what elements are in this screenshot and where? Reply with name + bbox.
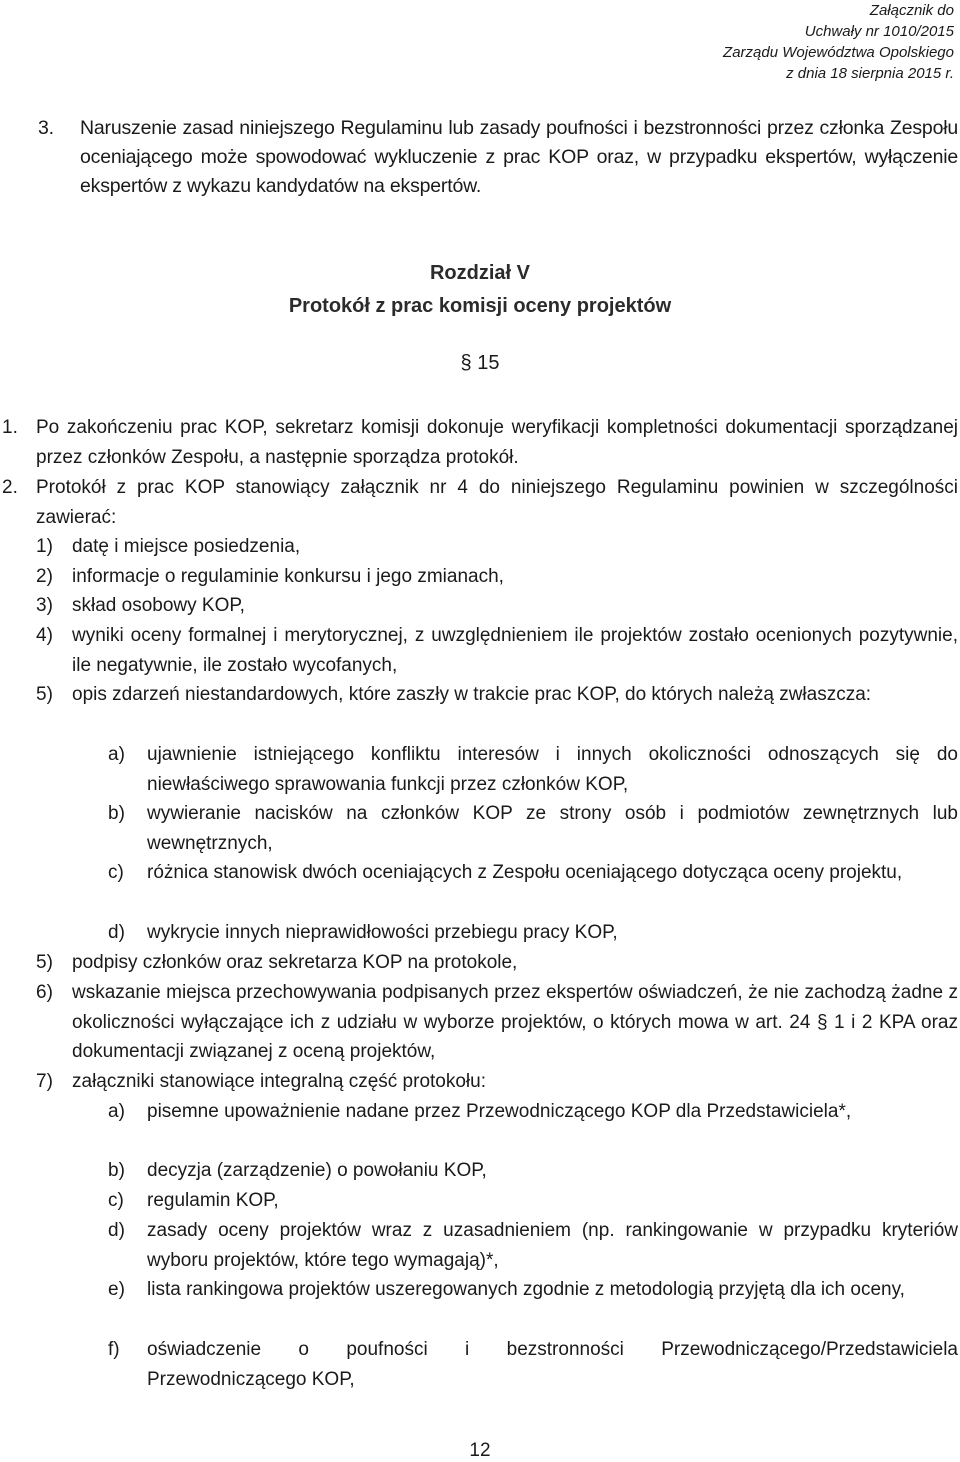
item-number: f): [108, 1339, 120, 1360]
item-text: datę i miejsce posiedzenia,: [72, 536, 301, 557]
item-text: zasady oceny projektów wraz z uzasadnieniem (np. rankingowanie w przypadku kryteriów wyboru projektów, które tego wymagają)*,: [147, 1220, 958, 1271]
section-heading: § 15: [460, 352, 500, 374]
attachment-header: [723, 0, 954, 84]
item-text: podpisy członków oraz sekretarza KOP na protokole,: [72, 952, 518, 973]
paragraph-3-text: Naruszenie zasad niniejszego Regulaminu lub zasady poufności i bezstronności przez członka Zespołu oceniającego może spowodować wykluczenie z prac KOP oraz, w przypadku ekspertów, wyłączenie ekspertów z wykazu kandydatów na ekspertów.: [80, 117, 958, 197]
item-number: b): [108, 1160, 125, 1181]
item-text: pisemne upoważnienie nadane przez Przewodniczącego KOP dla Przedstawiciela*,: [147, 1101, 852, 1122]
item-number: c): [108, 1190, 124, 1211]
item-text: załączniki stanowiące integralną część protokołu:: [72, 1071, 486, 1092]
item-text: lista rankingowa projektów uszeregowanych zgodnie z metodologią przyjętą dla ich oceny,: [147, 1279, 905, 1300]
item-number: 3): [36, 595, 53, 616]
item-text: Po zakończeniu prac KOP, sekretarz komisji dokonuje weryfikacji kompletności dokumentacji sporządzanej przez członków Zespołu, a następnie sporządza protokół.: [36, 417, 958, 468]
item-text: opis zdarzeń niestandardowych, które zaszły w trakcie prac KOP, do których należą zwłaszcza:: [72, 684, 872, 705]
item-number: 1): [36, 536, 53, 557]
item-text: wyniki oceny formalnej i merytorycznej, z uwzględnieniem ile projektów zostało ocenionych pozytywnie, ile negatywnie, ile zostało wycofanych,: [72, 625, 958, 676]
item-text: decyzja (zarządzenie) o powołaniu KOP,: [147, 1160, 487, 1181]
item-text: regulamin KOP,: [147, 1190, 279, 1211]
item-number: d): [108, 922, 125, 943]
item-number: 4): [36, 625, 53, 646]
header-line-2: Uchwały nr 1010/2015: [804, 23, 954, 40]
item-number: 5): [36, 684, 53, 705]
item-text: oświadczenie o poufności i bezstronności Przewodniczącego/Przedstawiciela Przewodniczącego KOP,: [147, 1339, 958, 1390]
item-number: a): [108, 1101, 125, 1122]
item-number: 1.: [2, 417, 18, 438]
item-number: c): [108, 862, 124, 883]
paragraph-3-number: 3.: [38, 117, 54, 139]
item-number: d): [108, 1220, 125, 1241]
header-line-1: Załącznik do: [869, 2, 954, 19]
chapter-subtitle: Protokół z prac komisji oceny projektów: [288, 295, 672, 317]
page-number: 12: [469, 1440, 491, 1461]
item-number: 7): [36, 1071, 53, 1092]
paragraph-3: [38, 114, 958, 201]
item-text: Protokół z prac KOP stanowiący załącznik nr 4 do niniejszego Regulaminu powinien w szczególności zawierać:: [36, 477, 958, 528]
item-text: różnica stanowisk dwóch oceniających z Zespołu oceniającego dotycząca oceny projektu,: [147, 862, 903, 883]
header-line-3: Zarządu Województwa Opolskiego: [723, 44, 954, 61]
item-number: e): [108, 1279, 125, 1300]
item-number: b): [108, 803, 125, 824]
item-text: skład osobowy KOP,: [72, 595, 245, 616]
item-number: 5): [36, 952, 53, 973]
item-text: wskazanie miejsca przechowywania podpisanych przez ekspertów oświadczeń, że nie zachodzą żadne z okoliczności wyłączające ich z udziału w wyborze projektów, o których mowa w art. 24 § 1 i 2 KPA oraz dokumentacji związanej z oceną projektów,: [72, 982, 958, 1062]
item-number: a): [108, 744, 125, 765]
item-number: 6): [36, 982, 53, 1003]
item-text: wywieranie nacisków na członków KOP ze strony osób i podmiotów zewnętrznych lub wewnętrznych,: [147, 803, 958, 854]
item-text: wykrycie innych nieprawidłowości przebiegu pracy KOP,: [147, 922, 618, 943]
item-number: 2.: [2, 477, 18, 498]
item-number: 2): [36, 566, 53, 587]
header-line-4: z dnia 18 sierpnia 2015 r.: [786, 65, 954, 82]
chapter-title: Rozdział V: [429, 262, 530, 284]
item-text: informacje o regulaminie konkursu i jego zmianach,: [72, 566, 504, 587]
item-text: ujawnienie istniejącego konfliktu interesów i innych okoliczności odnoszących się do niewłaściwego sprawowania funkcji przez członków KOP,: [147, 744, 958, 795]
